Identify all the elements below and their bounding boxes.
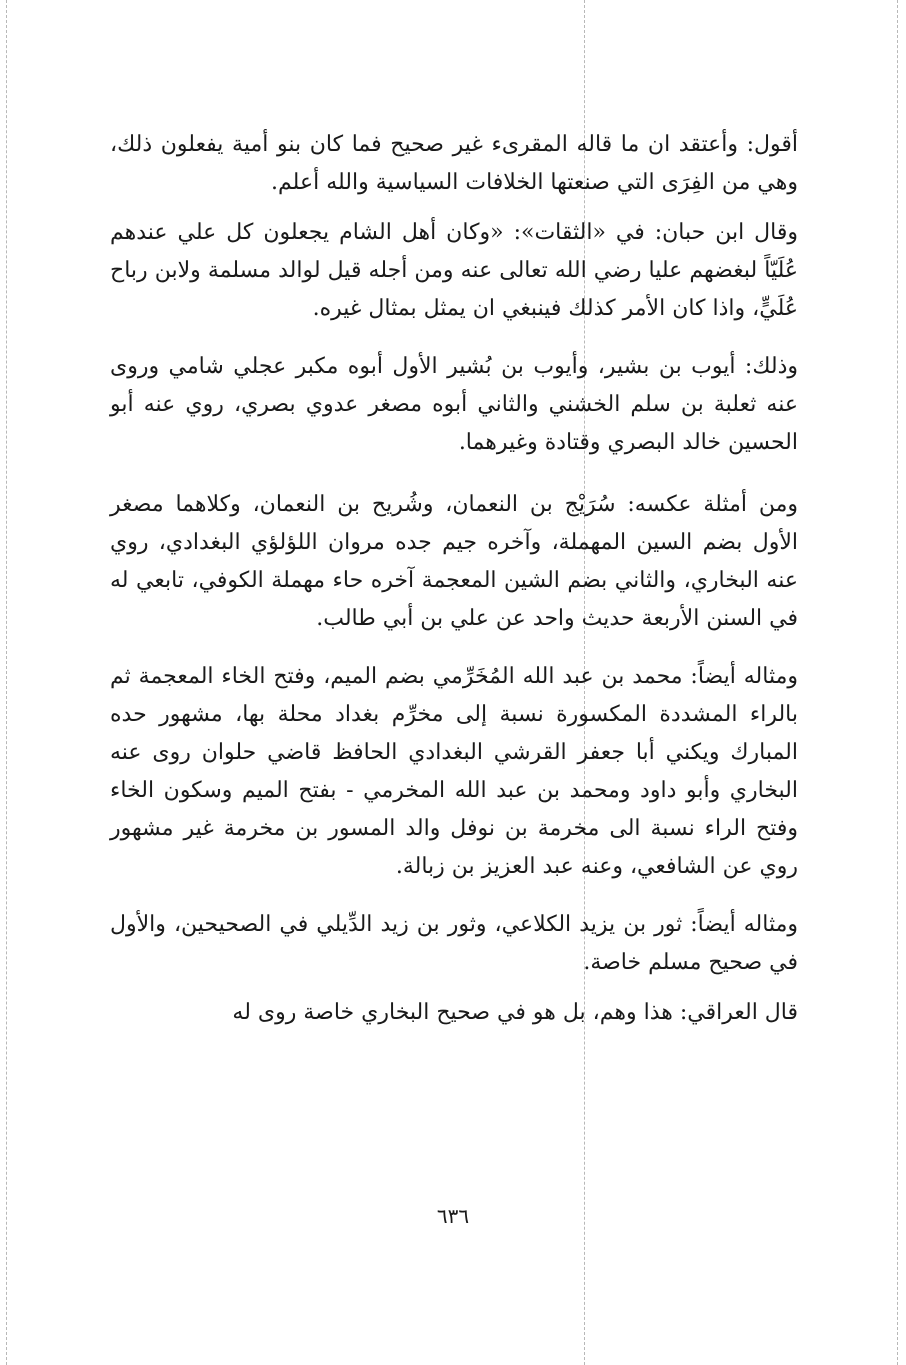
paragraph-mukharrimi-example: ومثاله أيضاً: محمد بن عبد الله المُخَرِّمي بضم الميم، وفتح الخاء المعجمة ثم بالراء المشددة المكسورة نسبة إلى مخرِّم بغداد محلة بها، مشهور حده المبارك ويكني أبا جعفر القرشي البغدادي الحافظ قاضي حلوان روى عنه البخاري وأبو داود ومحمد بن عبد الله المخرمي - بفتح الميم وسكون الخاء وفتح الراء نسبة الى مخرمة بن نوفل والد المسور بن مخرمة غير مشهور روي عن الشافعي، وعنه عبد العزيز بن زبالة.	[110, 664, 798, 879]
paragraph-ayyub-example: وذلك: أيوب بن بشير، وأيوب بن بُشير الأول أبوه مكبر عجلي شامي وروى عنه ثعلبة بن سلم الخشني والثاني أبوه مصغر عدوي بصري، روي عنه أبو الحسين خالد البصري وقتادة وغيرهما.	[110, 354, 798, 455]
paragraph-opinion: أقول: وأعتقد ان ما قاله المقرىء غير صحيح فما كان بنو أمية يفعلون ذلك، وهي من الفِرَى التي صنعتها الخلافات السياسية والله أعلم.	[110, 132, 798, 195]
paragraph-thawr-example: ومثاله أيضاً: ثور بن يزيد الكلاعي، وثور بن زيد الدِّيلي في الصحيحين، والأول في صحيح مسلم خاصة.	[110, 912, 798, 975]
scan-fold-line-left	[6, 0, 7, 1365]
paragraph-surayj-example: ومن أمثلة عكسه: سُرَيْج بن النعمان، وشُريح بن النعمان، وكلاهما مصغر الأول بضم السين المهملة، وآخره جيم جده مروان اللؤلؤي البغدادي، روي عنه البخاري، والثاني بضم الشين المعجمة آخره حاء مهملة الكوفي، تابعي له في السنن الأربعة حديث واحد عن علي بن أبي طالب.	[110, 492, 798, 631]
page-number: ٦٣٦	[436, 1204, 470, 1228]
paragraph-iraqi-note: قال العراقي: هذا وهم، بل هو في صحيح البخاري خاصة روى له	[232, 1000, 798, 1025]
page-body	[110, 126, 798, 1032]
scan-fold-line-right	[897, 0, 898, 1365]
paragraph-ibn-hibban: وقال ابن حبان: في «الثقات»: «وكان أهل الشام يجعلون كل علي عندهم عُلَيّاً لبغضهم عليا رضي الله تعالى عنه ومن أجله قيل لوالد مسلمة ولابن رباح عُلَيٍّ، واذا كان الأمر كذلك فينبغي ان يمثل بمثال غيره.	[110, 220, 798, 321]
